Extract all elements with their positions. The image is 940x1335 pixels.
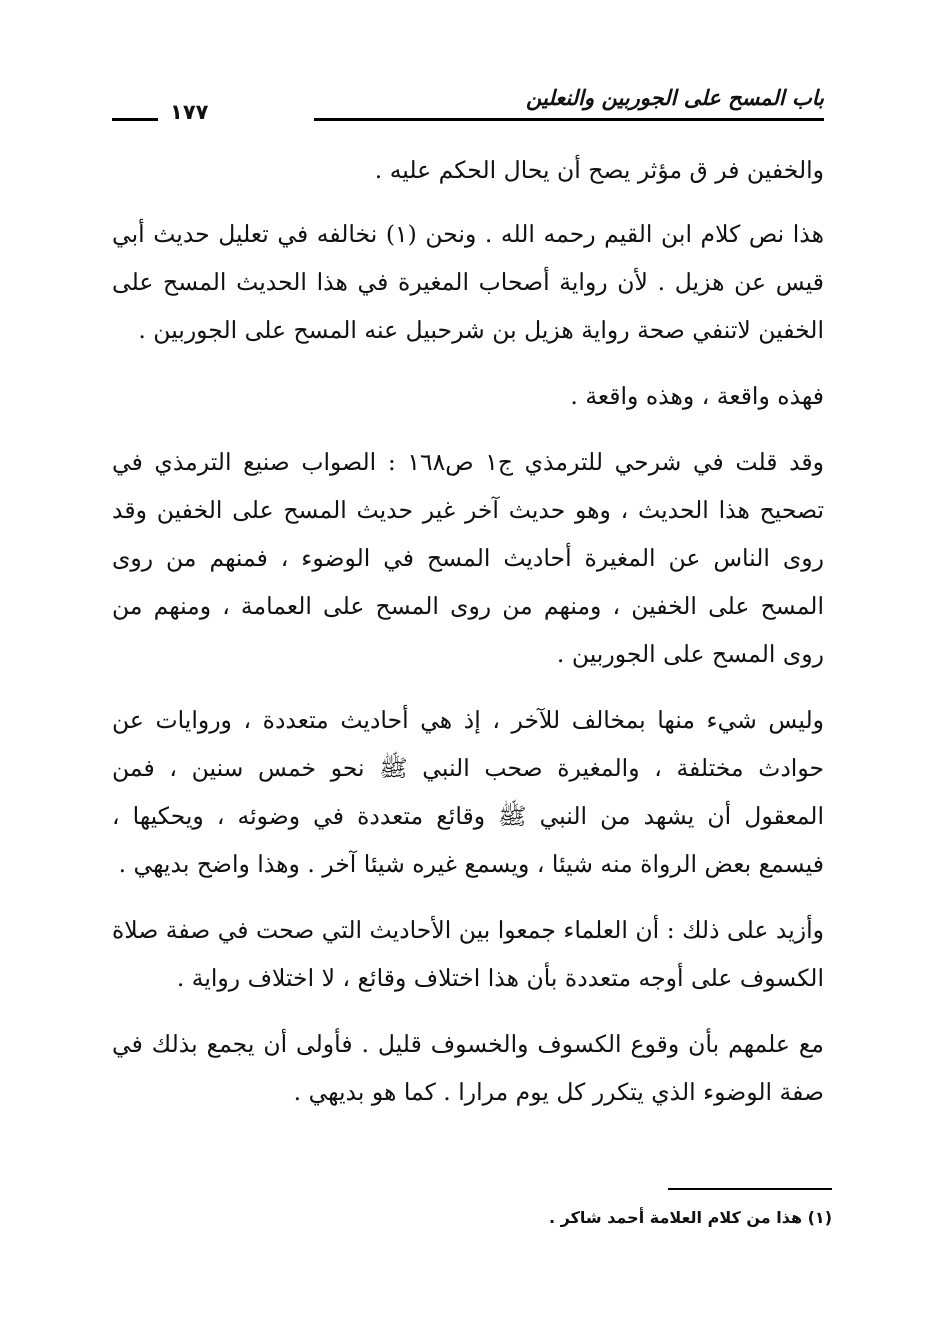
footnote-separator [668,1188,832,1190]
body-text [112,146,824,1134]
paragraph-1: والخفين فر ق مؤثر يصح أن يحال الحكم عليه . [374,156,824,184]
page-number: ١٧٧ [170,100,209,124]
paragraph-2: هذا نص كلام ابن القيم رحمه الله . ونحن (١) نخالفه في تعليل حديث أبي قيس عن هزيل . لأن رواية أصحاب المغيرة في هذا الحديث المسح على الخفين لاتنفي صحة رواية هزيل بن شرحبيل عنه المسح على الجوربين . [112,220,824,344]
running-title: باب المسح على الجوربين والنعلين [526,86,824,110]
paragraph-6: وأزيد على ذلك : أن العلماء جمعوا بين الأحاديث التي صحت في صفة صلاة الكسوف على أوجه متعددة بأن هذا اختلاف وقائع ، لا اختلاف رواية . [112,916,824,992]
paragraph-4: وقد قلت في شرحي للترمذي ج١ ص١٦٨ : الصواب صنيع الترمذي في تصحيح هذا الحديث ، وهو حديث آخر غير حديث المسح على الخفين وقد روى الناس عن المغيرة أحاديث المسح في الوضوء ، فمنهم من روى المسح على الخفين ، ومنهم من روى المسح على العمامة ، ومنهم من روى المسح على الجوربين . [112,448,825,668]
footnote: (١) هذا من كلام العلامة أحمد شاكر . [548,1208,832,1227]
page-header [112,86,824,124]
header-rule-left [112,118,158,121]
paragraph-5: وليس شيء منها بمخالف للآخر ، إذ هي أحاديث متعددة ، وروايات عن حوادث مختلفة ، والمغيرة صحب النبي ﷺ نحو خمس سنين ، فمن المعقول أن يشهد من النبي ﷺ وقائع متعددة في وضوئه ، ويحكيها ، فيسمع بعض الرواة منه شيئا ، ويسمع غيره شيئا آخر . وهذا واضح بديهي . [112,706,824,878]
paragraph-3: فهذه واقعة ، وهذه واقعة . [570,382,824,410]
header-rule [314,118,824,121]
paragraph-7: مع علمهم بأن وقوع الكسوف والخسوف قليل . فأولى أن يجمع بذلك في صفة الوضوء الذي يتكرر كل يوم مرارا . كما هو بديهي . [112,1030,824,1106]
